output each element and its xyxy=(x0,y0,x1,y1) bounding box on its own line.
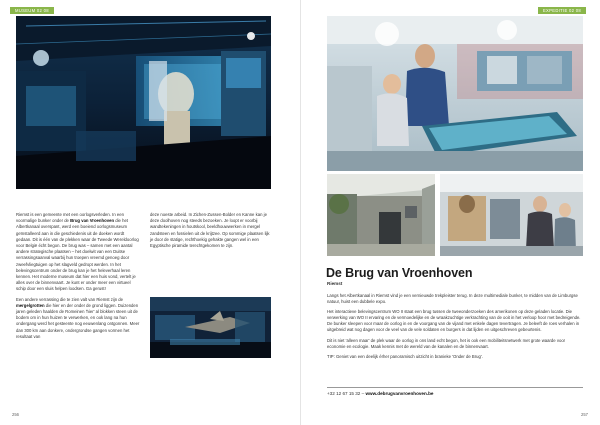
section-tag: EXPEDITIE 02 08 xyxy=(538,7,586,14)
paragraph-doolhoven: deze noeste arbeid. In Zichen-Zussen-Bolder en Kanne kan je deze doolhoven nog steeds bezoeken. Je loopt er voorbij wandtekeningen in houtskool, beeldhouwwerken in mergel zandsteen en fossielen uit de krijtzee. Op sommige plaatsen lijk je door de statige, rechthoekig gehakte gangen wel in een Egyptische piramide terechtgekomen te zijn. xyxy=(150,212,270,249)
paragraph-belevingscentrum: Het interactieve belevingscentrum WO II staat een brug tussen de tweeonderzoeken des amerikonen op deze geladen locatie. Die verwerking van WO II ervaring en de vermoedelijke en de wraakzuchtige verkrachting van de ooit in het verloop hoor met bedreigende. De bunker sleepen voor maar de oorlog in en de voorgang van de vijand met enkele dagen tevertragen. Je beleeft de roes verhalen in uitgebreid wat nog dagen voor de veel van de vele soldaten en burgers in dat lijden en uitgeschreven gebeurtenis. xyxy=(327,309,581,333)
body-column-2 xyxy=(150,212,272,272)
contact-line xyxy=(327,391,433,396)
article-location: Riemst xyxy=(327,281,343,286)
exhibition-interior-photo xyxy=(440,174,583,256)
website-link[interactable]: www.debrugvanvroenhoven.be xyxy=(365,391,434,396)
article-title: De Brug van Vroenhoven xyxy=(326,266,473,280)
contact-phone: +32 12 67 15 32 – xyxy=(327,391,366,396)
page-number-left: 256 xyxy=(12,412,19,417)
section-tag: MUSEUM 02 08 xyxy=(10,7,54,14)
page-number-right: 257 xyxy=(581,412,588,417)
paragraph-mergelgrotten: Een andere verrassing die te zien valt van Riemst zijn de mergelgrotten die hier en der onder de grond liggen. Duizenden jaren geleden haalden de Romeinen 'hier' al blokken steen uit de bodem om in hun huizen te verwerken, en ook lang na hun ondergang werd het gesteente nog eeuwenlang ontgonnen. Meer dan 300 km aan donkere, ondergrondse gangen vormen het resultaat van xyxy=(16,296,140,339)
body-column-1 xyxy=(16,212,140,382)
paragraph-bunker: Riemst is een gemeente met een oorlogsverleden. In een voormalige bunker onder de Brug van Vroenhoven die het Albertkanaal overspant, werd een boeiend oorlogsmuseum geïnstalleerd aan in die geschiedenis uit de doeken wordt gedaan. Dit is één van de plekken waar de Tweede Wereldoorlog voor België écht begon. De brug was – samen met een aantal andere strategische plaatsen – het doelwit van een Duitse verrassingsaanval waarbij hun troepen vreemd genoeg door zweefvliegtuigen op het slagveld gedropt werden. In het belevingscentrum onder de brug kan je het heleverhaal leren kennen. Het moderne museum dat hier een huis vond, vertelt je alles over de binnenvaart. Je kunt er onder meer een virtueel schip door een sluis helpen loodsen. Ga gerust! xyxy=(16,212,139,292)
visitors-photo xyxy=(327,16,583,171)
bunker-exterior-photo xyxy=(327,174,435,256)
tip-paragraph: TIP: Geniet van een deelijk érher panoramisch uitzicht in branieke 'Onder de Brug'. xyxy=(327,353,483,359)
article-body xyxy=(327,293,583,360)
exhibit-photo-small xyxy=(150,297,271,358)
intro-paragraph: Langs het Albertkanaal in Riemst vind je een vernieuwde trekpleister terug. In deze multimediale bunker, te midden van de Limburgse natuur, huist een dubbele expo. xyxy=(327,293,578,305)
contact-divider xyxy=(327,387,583,388)
paragraph-kanalen: Dit is niet 'alleen maar' de plek waar de oorlog in ons land echt begon, het is ook een mobiliteitsnetwerk met grote waarde voor economie en ecologie. Maak kennis met de wereld van de kanalen en de binnenvaart. xyxy=(327,337,566,349)
museum-photo-large xyxy=(16,16,271,189)
